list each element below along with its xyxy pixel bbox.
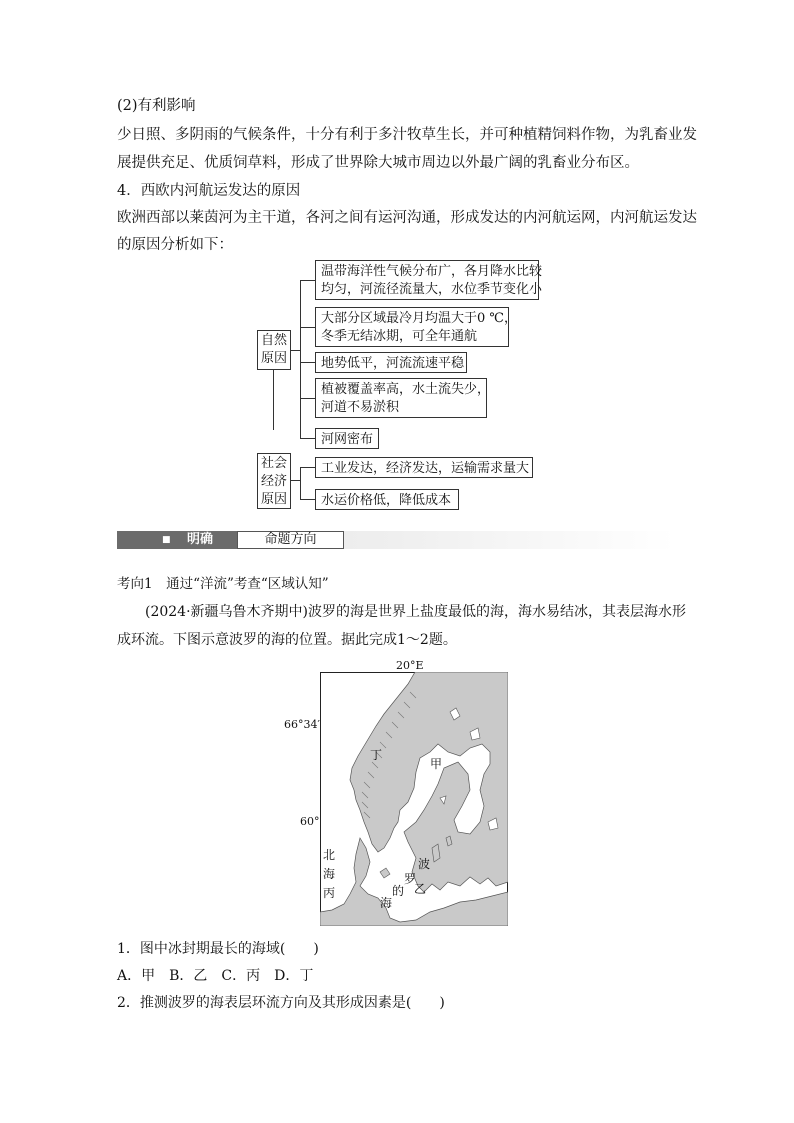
question-intro-line: 成环流。下图示意波罗的海的位置。据此完成1～2题。 [117, 632, 457, 648]
reason-box [315, 307, 517, 347]
paragraph-line: 的原因分析如下： [117, 237, 233, 253]
connector-line [300, 467, 316, 468]
map-label-north-sea: 海 [323, 867, 336, 881]
reason-text: 地势低平，河流流速平稳 [321, 356, 465, 371]
reason-text: 植被覆盖率高，水土流失少， [321, 382, 491, 397]
map-label-jia: 甲 [430, 757, 443, 771]
question-1: 1．图中冰封期最长的海域( ) [117, 941, 319, 957]
connector-line [300, 398, 316, 399]
connector-line [300, 499, 316, 500]
square-bullet-icon: ■ [162, 535, 171, 545]
category-label: 社会 [260, 456, 287, 471]
reason-box [315, 260, 543, 300]
reason-text: 温带海洋性气候分布广，各月降水比较 [321, 264, 543, 279]
reason-box [315, 378, 491, 418]
reason-text: 大部分区域最冷月均温大于0 ℃， [321, 311, 517, 326]
map-label-baltic: 波 [418, 857, 431, 871]
category-label: 原因 [260, 351, 287, 366]
reason-box [315, 428, 379, 449]
category-label: 经济 [260, 474, 287, 489]
category-social-economic [257, 453, 291, 509]
reason-text: 河网密布 [321, 432, 374, 447]
reason-text: 工业发达，经济发达，运输需求量大 [321, 461, 530, 476]
reason-text: 冬季无结冰期，可全年通航 [321, 329, 478, 344]
paragraph-line: 欧洲西部以莱茵河为主干道，各河之间有运河沟通，形成发达的内河航运网，内河航运发达 [117, 210, 697, 226]
question-2: 2．推测波罗的海表层环流方向及其形成因素是( ) [117, 995, 445, 1011]
connector-line [300, 280, 316, 281]
reason-box [315, 457, 533, 478]
reason-box [315, 352, 467, 373]
banner-left [117, 531, 237, 549]
latitude-label: 66°34′ [284, 718, 320, 731]
map-label-ding: 丁 [370, 748, 383, 762]
reason-text: 水运价格低，降低成本 [321, 493, 452, 508]
connector-line [300, 362, 316, 363]
longitude-label: 20°E [396, 659, 424, 672]
connector-line [290, 350, 300, 351]
map-label-yi: 乙 [414, 882, 427, 896]
subheading-favorable: (2)有利影响 [117, 98, 196, 114]
category-label: 原因 [260, 492, 287, 507]
latitude-label: 60° [300, 815, 320, 828]
connector-line [300, 467, 301, 499]
connector-line [300, 438, 316, 439]
kaoxiang-title: 考向1 通过“洋流”考查“区域认知” [117, 576, 329, 592]
map-label-north-sea: 北 [323, 848, 336, 862]
map-label-baltic: 的 [392, 884, 405, 898]
category-natural [257, 330, 291, 370]
reason-box [315, 489, 459, 510]
section-heading-shipping: 4．西欧内河航运发达的原因 [117, 183, 301, 199]
question-1-options: A．甲 B．乙 C．丙 D．丁 [117, 968, 314, 984]
paragraph-line: 展提供充足、优质饲草料，形成了世界除大城市周边以外最广阔的乳畜业分布区。 [117, 155, 639, 171]
question-intro-line: (2024·新疆乌鲁木齐期中)波罗的海是世界上盐度最低的海，海水易结冰，其表层海水形 [145, 604, 687, 620]
reason-text: 河道不易淤积 [321, 400, 400, 415]
connector-line [290, 480, 300, 481]
paragraph-line: 少日照、多阴雨的气候条件，十分有利于多汁牧草生长，并可种植精饲料作物，为乳畜业发 [117, 127, 697, 143]
map-label-baltic: 海 [380, 896, 393, 910]
map-label-baltic: 罗 [404, 872, 417, 886]
category-label: 自然 [260, 333, 287, 348]
map-label-bing: 丙 [323, 886, 336, 900]
connector-line [300, 280, 301, 438]
reason-text: 均匀，河流径流量大，水位季节变化小 [321, 282, 543, 297]
banner-right: 命题方向 [237, 531, 344, 549]
banner-left-label: 明确 [187, 532, 214, 547]
connector-line [300, 327, 316, 328]
connector-line [273, 370, 274, 430]
